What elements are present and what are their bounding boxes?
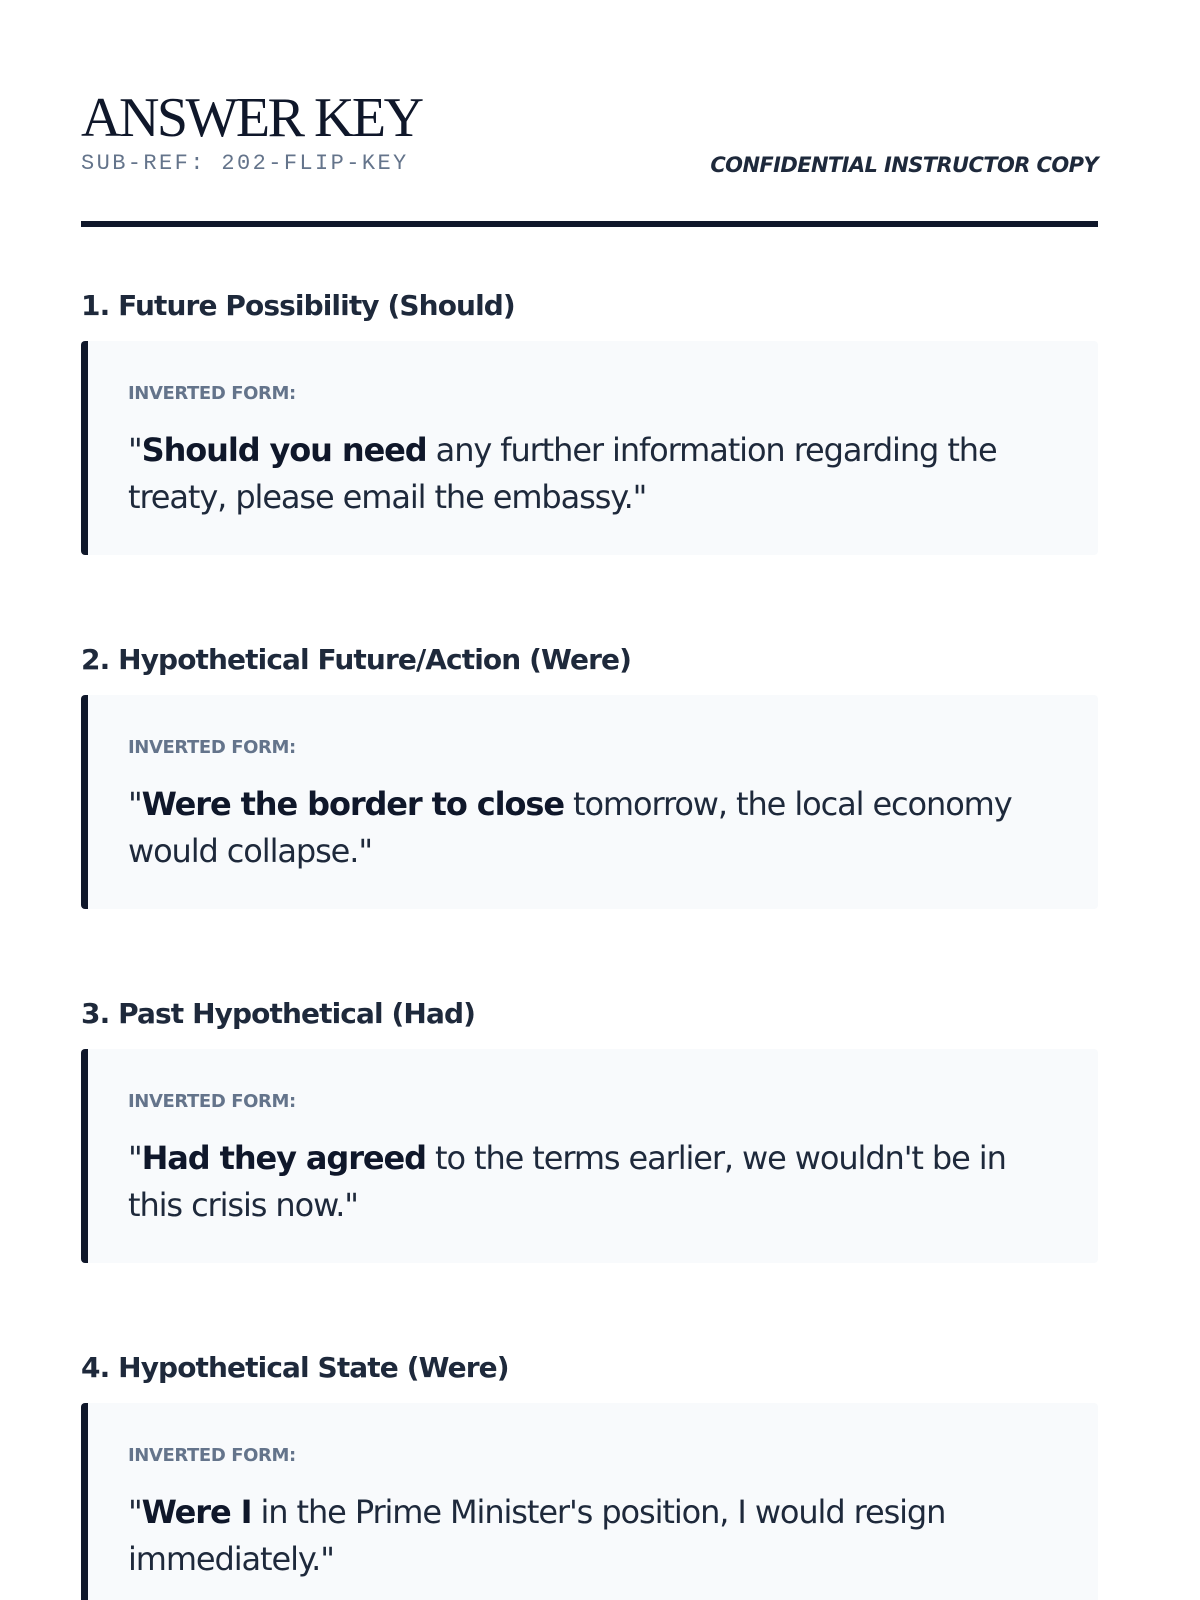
inverted-form-sentence bbox=[128, 427, 1058, 521]
item-title: 2. Hypothetical Future/Action (Were) bbox=[81, 643, 632, 676]
inverted-phrase: Should you need bbox=[141, 431, 427, 469]
inverted-form-box bbox=[81, 695, 1098, 909]
inverted-form-sentence bbox=[128, 1489, 1058, 1583]
sentence-rest: tomorrow, the local economy would collapse." bbox=[128, 785, 1012, 870]
inverted-form-sentence bbox=[128, 1135, 1058, 1229]
inverted-form-label: INVERTED FORM: bbox=[128, 383, 296, 404]
item-title: 4. Hypothetical State (Were) bbox=[81, 1351, 509, 1384]
inverted-form-box bbox=[81, 1049, 1098, 1263]
inverted-form-box bbox=[81, 1403, 1098, 1600]
header-divider bbox=[81, 221, 1098, 227]
inverted-form-label: INVERTED FORM: bbox=[128, 1091, 296, 1112]
item-title: 1. Future Possibility (Should) bbox=[81, 289, 515, 322]
open-quote: " bbox=[128, 1493, 142, 1531]
inverted-phrase: Had they agreed bbox=[141, 1139, 426, 1177]
sentence-rest: to the terms earlier, we wouldn't be in this crisis now." bbox=[128, 1139, 1006, 1224]
inverted-form-label: INVERTED FORM: bbox=[128, 737, 296, 758]
sentence-rest: in the Prime Minister's position, I would resign immediately." bbox=[128, 1493, 946, 1578]
page-header bbox=[81, 0, 1098, 228]
answer-item-1 bbox=[81, 228, 1098, 582]
inverted-form-sentence bbox=[128, 781, 1058, 875]
item-title: 3. Past Hypothetical (Had) bbox=[81, 997, 475, 1030]
open-quote: " bbox=[128, 431, 142, 469]
inverted-form-label: INVERTED FORM: bbox=[128, 1445, 296, 1466]
answer-item-2 bbox=[81, 582, 1098, 936]
confidential-notice: CONFIDENTIAL INSTRUCTOR COPY bbox=[710, 153, 1098, 177]
open-quote: " bbox=[128, 1139, 142, 1177]
inverted-form-box bbox=[81, 341, 1098, 555]
open-quote: " bbox=[128, 785, 142, 823]
sentence-rest: any further information regarding the treaty, please email the embassy." bbox=[128, 431, 997, 516]
inverted-phrase: Were I bbox=[141, 1493, 252, 1531]
answer-item-4 bbox=[81, 1290, 1098, 1600]
answer-item-3 bbox=[81, 936, 1098, 1290]
inverted-phrase: Were the border to close bbox=[141, 785, 564, 823]
page-title: ANSWER KEY bbox=[81, 87, 422, 149]
sub-reference: SUB-REF: 202-FLIP-KEY bbox=[81, 151, 409, 176]
